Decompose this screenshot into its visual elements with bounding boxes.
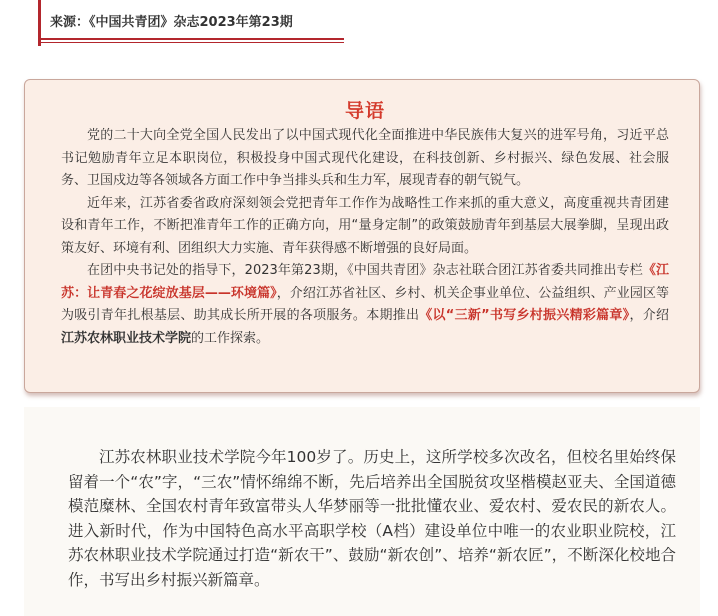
- intro-title: 导语: [344, 100, 385, 122]
- college-name: 江苏农林职业技术学院: [61, 330, 192, 346]
- intro-p3-text-d: 的工作探索。: [191, 330, 270, 346]
- intro-paragraph-2: 近年来，江苏省委省政府深刻领会党把青年工作作为战略性工作来抓的重大意义，高度重视共青团建设和青年工作，不断把准青年工作的正确方向，用“量身定制”的政策鼓励青年到基层大展拳脚，呈现出政策友好、环境有利、团组织大力实施、青年获得感不断增强的良好局面。: [61, 195, 669, 256]
- intro-p3-text-b: ，介绍江苏省社区、乡村、机关企事业单位、公益组织、产业园区等为吸引青年扎根基层、助其成长所开展的各项服务。本期推出: [61, 285, 669, 323]
- body-paragraph-1: 江苏农林职业技术学院今年100岁了。历史上，这所学校多次改名，但校名里始终保留着一个“农”字，“三农”情怀绵绵不断，先后培养出全国脱贫攻坚楷模赵亚夫、全国道德模范糜林、全国农村青年致富带头人华梦丽等一批批懂农业、爱农村、爱农民的新农人。进入新时代，作为中国特色高水平高职学校（A档）建设单位中唯一的农业职业院校，江苏农林职业技术学院通过打造“新农干”、鼓励“新农创”、培养“新农匠”，不断深化校地合作，书写出乡村振兴新篇章。: [68, 448, 676, 589]
- intro-paragraph-1: 党的二十大向全党全国人民发出了以中国式现代化全面推进中华民族伟大复兴的进军号角，习近平总书记勉励青年立足本职岗位，积极投身中国式现代化建设，在科技创新、乡村振兴、绿色发展、社会服务、卫国戍边等各领域各方面工作中争当排头兵和生力军，展现青春的朝气锐气。: [61, 128, 669, 188]
- intro-p3-text-c: ，介绍: [629, 308, 669, 323]
- issue-article-link[interactable]: 《以“三新”书写乡村振兴精彩篇章》: [419, 308, 630, 323]
- source-text: 来源：《中国共青团》杂志2023年第23期: [50, 15, 293, 30]
- intro-paragraph-3: [61, 260, 669, 350]
- intro-box: [24, 79, 700, 393]
- source-underline: [38, 38, 344, 40]
- intro-p3-text-a: 在团中央书记处的指导下，2023年第23期，《中国共青团》杂志社联合团江苏省委共同推出专栏: [87, 263, 643, 278]
- source-header: [24, 0, 324, 46]
- source-underline-thin: [38, 42, 344, 43]
- article-body: [24, 407, 700, 616]
- column-title-link[interactable]: 《江苏：让青春之花绽放基层——环境篇》: [61, 263, 669, 301]
